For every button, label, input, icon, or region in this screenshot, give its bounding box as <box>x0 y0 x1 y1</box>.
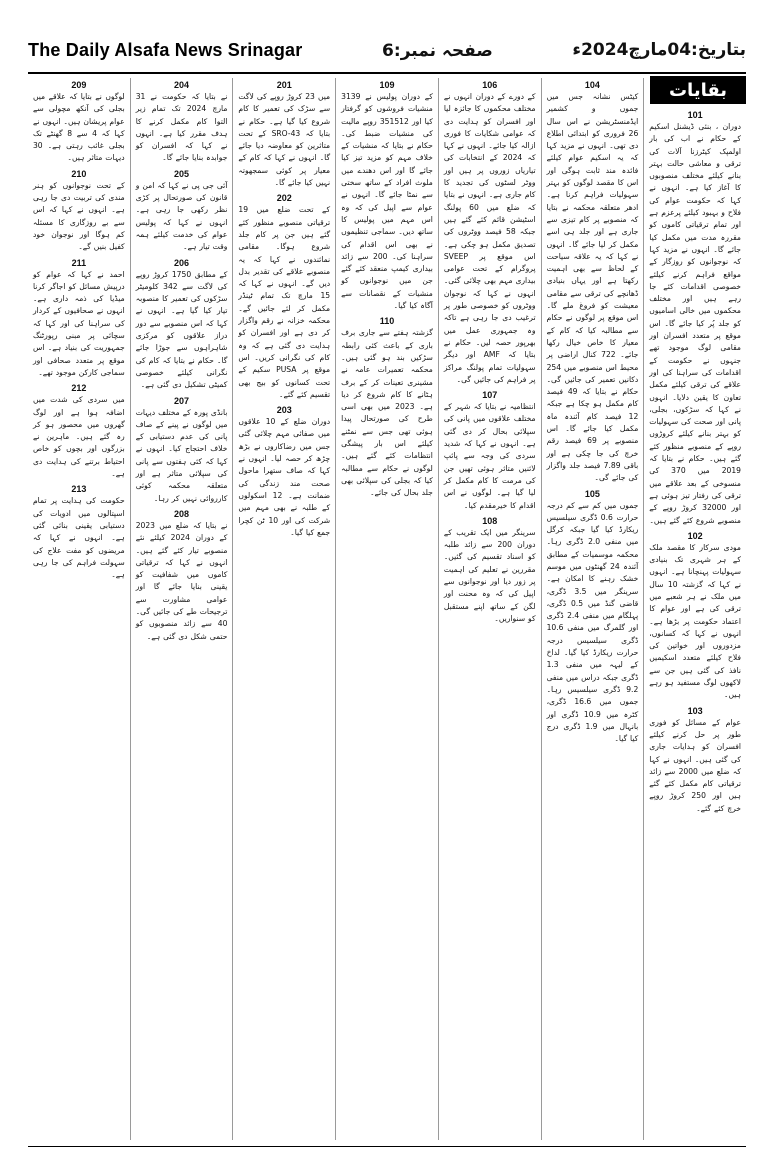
story-text: میں 23 کروڑ روپے کی لاگت سے سڑک کی تعمیر کا کام شروع کیا گیا ہے۔ حکام نے بتایا کہ SRO-43 کے تحت متاثرین کو معاوضہ دیا جائے گا۔ انہوں نے کہا کہ کام کے معیار پر کوئی سمجھوتہ نہیں کیا جائے گا۔ <box>238 92 331 188</box>
story <box>33 169 125 254</box>
story-number: 211 <box>71 257 87 268</box>
story <box>547 80 639 485</box>
story <box>444 390 536 512</box>
story-number: 202 <box>276 193 292 204</box>
story-text: نے بتایا کہ ضلع میں 2023 کے دوران 2024 کیلئے نئے منصوبے تیار کئے گئے ہیں۔ انہوں نے کہا کہ ترقیاتی کاموں میں شفافیت کو یقینی بنایا جائے گا اور عوامی مشاورت سے ترجیحات طے کی جائیں گی۔ 40 سے زائد منصوبوں کو حتمی شکل دی گئی ہے۔ <box>135 520 228 641</box>
story <box>547 489 639 746</box>
story-number: 103 <box>687 705 703 716</box>
story-number: 212 <box>71 383 87 394</box>
story <box>649 110 741 527</box>
story <box>136 396 228 505</box>
story-text: کے تحت نوجوانوں کو ہنر مندی کی تربیت دی جا رہی ہے۔ انہوں نے کہا کہ اس سے بے روزگاری کا مسئلہ کم ہوگا اور نوجوان خود کفیل بنیں گے۔ <box>32 180 125 252</box>
column-3 <box>438 78 541 1140</box>
story-number: 104 <box>584 80 600 90</box>
story-text: لوگوں نے بتایا کہ علاقے میں بجلی کی آنکھ مچولی سے عوام پریشان ہیں۔ انہوں نے کہا کہ 4 سے 8 گھنٹے تک بجلی غائب رہتی ہے۔ 30 دیہات متاثر ہیں۔ <box>32 92 125 163</box>
masthead: The Daily Alsafa News Srinagar <box>28 39 303 60</box>
story-number: 108 <box>482 515 498 526</box>
story-text: کے تحت ضلع میں 19 ترقیاتی منصوبے منظور کئے گئے ہیں جن پر کام جلد شروع ہوگا۔ مقامی نمائندوں نے کہا کہ یہ منصوبے علاقے کی تقدیر بدل دیں گے۔ انہوں نے کہا کہ 15 مارچ تک تمام ٹینڈر مکمل کر لئے جائیں گے۔ محکمہ خزانہ نے رقم واگزار کر دی ہے اور افسران کو ہدایت دی گئی ہے کہ وہ کام کی نگرانی کریں۔ اس موقع پر PUSA سکیم کے تحت کسانوں کو بیج بھی تقسیم کئے گئے۔ <box>238 205 331 399</box>
story <box>136 169 228 254</box>
story-number: 107 <box>482 390 498 401</box>
story-text: احمد نے کہا کہ عوام کو درپیش مسائل کو اجاگر کرنا میڈیا کی ذمہ داری ہے۔ انہوں نے صحافیوں کے کردار کی سراہنا کی اور کہا کہ سچائی پر مبنی رپورٹنگ جمہوریت کی بنیاد ہے۔ اس موقع پر متعدد صحافی اور سماجی کارکن موجود تھے۔ <box>32 269 125 377</box>
story-number: 208 <box>174 508 190 519</box>
story-text: گزشتہ ہفتے سے جاری برف باری کے باعث کئی رابطہ سڑکیں بند ہو گئی ہیں۔ محکمہ تعمیرات عامہ نے مشینری تعینات کر کے برف ہٹانے کا کام شروع کر دیا ہے۔ 2023 میں بھی اسی طرح کی صورتحال پیدا ہوئی تھی جس سے نمٹنے کیلئے اس بار پیشگی انتظامات کئے گئے ہیں۔ لوگوں نے حکام سے مطالبہ کیا کہ بجلی کی سپلائی بھی جلد بحال کی جائے۔ <box>341 328 433 498</box>
story-text: جموں میں کم سے کم درجہ حرارت 0.6 ڈگری سیلسیس ریکارڈ کیا گیا جبکہ کرگل میں منفی 2.0 ڈگری رہا۔ محکمہ موسمیات کے مطابق آئندہ 24 گھنٹوں میں موسم خشک رہنے کا امکان ہے۔ سرینگر میں 3.5 ڈگری، قاضی گنڈ میں 0.5 ڈگری، پہلگام میں منفی 2.4 ڈگری اور گلمرگ میں منفی 10.6 ڈگری سیلسیس درجہ حرارت ریکارڈ کیا گیا۔ لداخ کے لیہہ میں منفی 1.3 ڈگری جبکہ دراس میں منفی 9.2 ڈگری سیلسیس رہا۔ جموں میں 16.6 ڈگری، کٹرہ میں 10.9 ڈگری اور بانہال میں 1.9 ڈگری درج کیا گیا۔ <box>546 500 639 744</box>
story-number: 206 <box>174 257 190 268</box>
header-rule <box>28 72 746 74</box>
columns <box>28 78 746 1140</box>
story-number: 201 <box>276 80 292 90</box>
story-text: نے بتایا کہ حکومت نے 31 مارچ 2024 تک تمام زیر التوا کام مکمل کرنے کا ہدف مقرر کیا ہے۔ انہوں نے کہا کہ افسران کو جوابدہ بنایا جائے گا۔ <box>135 92 228 163</box>
story-number: 110 <box>379 316 395 327</box>
story-text: کے مطابق 1750 کروڑ روپے کی لاگت سے 342 کلومیٹر سڑکوں کی تعمیر کا منصوبہ تیار کیا گیا ہے۔ انہوں نے کہا کہ اس منصوبے سے دور دراز علاقوں کو مرکزی شاہراہوں سے جوڑا جائے گا۔ حکام نے بتایا کہ کام کی نگرانی کیلئے خصوصی کمیٹی تشکیل دی گئی ہے۔ <box>135 269 228 390</box>
story <box>341 80 433 312</box>
story <box>238 193 330 401</box>
story-number: 203 <box>276 405 292 416</box>
story-number: 101 <box>687 110 703 120</box>
section-banner: بقایات <box>650 76 746 104</box>
page-number: صفحہ نمبر:6 <box>382 40 493 61</box>
story <box>33 258 125 380</box>
story-number: 204 <box>174 80 190 90</box>
story-text: کے دوران پولیس نے 3139 منشیات فروشوں کو گرفتار کیا اور 351512 روپے مالیت کی منشیات ضبط کی۔ حکام نے بتایا کہ منشیات کے خلاف مہم کو مزید تیز کیا جائے گا اور اس دھندے میں ملوث افراد کے ساتھ سختی سے نمٹا جائے گا۔ انہوں نے عوام سے اپیل کی کہ وہ اس مہم میں پولیس کا ساتھ دیں۔ سماجی تنظیموں نے بھی اس اقدام کی سراہنا کی۔ 200 سے زائد بیداری کیمپ منعقد کئے گئے جن میں نوجوانوں کو منشیات کے نقصانات سے آگاہ کیا گیا۔ <box>341 92 433 311</box>
story-text: بانڈی پورہ کے مختلف دیہات میں لوگوں نے پینے کے صاف پانی کی عدم دستیابی کے خلاف احتجاج کیا۔ انہوں نے کہا کہ کئی ہفتوں سے پانی کی سپلائی متاثر ہے اور متعلقہ محکمہ کوئی کارروائی نہیں کر رہا۔ <box>135 407 228 503</box>
issue-date: بتاریخ:04مارچ2024ء <box>572 40 746 60</box>
column-2 <box>541 78 644 1140</box>
story <box>238 405 330 539</box>
story-number: 210 <box>71 168 87 179</box>
column-4 <box>335 78 438 1140</box>
story <box>444 80 536 386</box>
story-number: 213 <box>71 484 87 495</box>
column-5 <box>232 78 335 1140</box>
story-text: سرینگر میں ایک تقریب کے دوران 200 سے زائد طلبہ کو اسناد تقسیم کی گئیں۔ مقررین نے تعلیم کی اہمیت پر زور دیا اور نوجوانوں سے اپیل کی کہ وہ محنت اور لگن کے ساتھ اپنے مستقبل کو سنواریں۔ <box>443 527 536 623</box>
story-text: دوران ، بنئی ڈیشنل اسکیم کے حکام نے اب کی بار اولمپک کیٹرزنا آلات کی ترقی و معاشی حالت بہتر بنانے کیلئے مختلف منصوبوں کا آغاز کیا ہے۔ انہوں نے کہا کہ حکومت عوام کی فلاح و بہبود کیلئے پرعزم ہے اور تمام ترقیاتی کاموں کو مقررہ مدت میں مکمل کیا جائے گا۔ انہوں نے مزید کہا کہ نوجوانوں کو روزگار کے مواقع فراہم کرنے کیلئے خصوصی اقدامات کئے جا رہے ہیں اور مختلف محکموں میں خالی اسامیوں کو جلد پُر کیا جائے گا۔ اس موقع پر متعدد افسران اور مقامی لوگ موجود تھے جنہوں نے حکومت کے اقدامات کی سراہنا کی اور علاقے کی ترقی کیلئے مکمل تعاون کا یقین دلایا۔ انہوں نے کہا کہ سڑکوں، بجلی، پانی اور صحت کی سہولیات کو بہتر بنانے کیلئے کروڑوں روپے کے منصوبے منظور کئے گئے ہیں۔ حکام نے بتایا کہ 2019 میں 370 کی منسوخی کے بعد علاقے میں ترقی کی رفتار تیز ہوئی ہے اور 32000 کروڑ روپے کے منصوبے شروع کئے گئے ہیں۔ <box>649 122 742 525</box>
story-number: 102 <box>687 530 703 541</box>
story <box>33 383 125 480</box>
story-text: انتظامیہ نے بتایا کہ شہر کے مختلف علاقوں میں پانی کی سپلائی بحال کر دی گئی ہے۔ انہوں نے کہا کہ شدید سردی کی وجہ سے پائپ لائنیں متاثر ہوئی تھیں جن کی مرمت کا کام مکمل کر لیا گیا ہے۔ لوگوں نے اس اقدام کا خیرمقدم کیا۔ <box>443 402 536 510</box>
story-text: میں سردی کی شدت میں اضافہ ہوا ہے اور لوگ گھروں میں محصور ہو کر رہ گئے ہیں۔ ماہرین نے بزرگوں اور بچوں کو خاص احتیاط برتنے کی ہدایت دی ہے۔ <box>32 395 125 479</box>
footer-rule <box>28 1146 746 1147</box>
story <box>649 531 741 702</box>
story-number: 109 <box>379 80 395 90</box>
story-number: 106 <box>482 80 498 90</box>
column-6 <box>130 78 233 1140</box>
story-number: 105 <box>584 488 600 499</box>
story <box>136 258 228 392</box>
column-7 <box>28 78 130 1140</box>
story <box>136 80 228 165</box>
story <box>33 80 125 165</box>
story <box>341 316 433 499</box>
story-text: کے دورے کے دوران انہوں نے مختلف محکموں کا جائزہ لیا اور افسران کو ہدایت دی کہ عوامی شکایات کا فوری ازالہ کیا جائے۔ انہوں نے کہا کہ 2024 کے انتخابات کی تیاریاں زوروں پر ہیں اور ووٹر لسٹوں کی تجدید کا کام جاری ہے۔ انہوں نے بتایا کہ ضلع میں 60 پولنگ اسٹیشن قائم کئے گئے ہیں جبکہ 58 فیصد ووٹروں کی تصدیق مکمل ہو چکی ہے۔ اس موقع پر SVEEP پروگرام کے تحت عوامی بیداری مہم بھی چلائی گئی۔ انہوں نے کہا کہ نوجوان ووٹروں کو خصوصی طور پر ترغیب دی جا رہی ہے تاکہ وہ جمہوری عمل میں بھرپور حصہ لیں۔ حکام نے بتایا کہ AMF اور دیگر سہولیات تمام پولنگ مراکز پر فراہم کی جائیں گی۔ <box>443 92 536 384</box>
story-text: آئی جی پی نے کہا کہ امن و قانون کی صورتحال پر کڑی نظر رکھی جا رہی ہے۔ انہوں نے کہا کہ پولیس عوام کی خدمت کیلئے ہمہ وقت تیار ہے۔ <box>135 180 228 252</box>
story <box>649 706 741 815</box>
story-number: 207 <box>174 395 190 406</box>
story-text: عوام کے مسائل کو فوری طور پر حل کرنے کیلئے افسران کو ہدایات جاری کی گئی ہیں۔ انہوں نے کہا کہ ضلع میں 2000 سے زائد ترقیاتی کام مکمل کئے گئے ہیں اور 250 کروڑ روپے خرچ کئے گئے۔ <box>649 717 741 813</box>
story <box>444 516 536 625</box>
page-header <box>28 30 746 70</box>
story <box>238 80 330 189</box>
column-1 <box>643 78 746 1140</box>
story-text: دوران ضلع کے 10 علاقوں میں صفائی مہم چلائی گئی جس میں رضاکاروں نے بڑھ چڑھ کر حصہ لیا۔ انہوں نے کہا کہ صاف ستھرا ماحول صحت مند زندگی کی ضمانت ہے۔ 12 اسکولوں کے طلبہ نے بھی مہم میں شرکت کی اور 10 ٹن کچرا جمع کیا گیا۔ <box>238 417 331 537</box>
story-text: حکومت کی ہدایت پر تمام اسپتالوں میں ادویات کی دستیابی یقینی بنائی گئی ہے۔ انہوں نے کہا کہ مریضوں کو مفت علاج کی سہولت فراہم کی جا رہی ہے۔ <box>32 496 125 580</box>
story <box>33 484 125 581</box>
story-text: مودی سرکار کا مقصد ملک کے ہر شہری تک بنیادی سہولیات پہنچانا ہے۔ انہوں نے کہا کہ گزشتہ 10 سال میں ملک نے ہر شعبے میں ترقی کی ہے اور عوام کا اعتماد حکومت پر بڑھا ہے۔ انہوں نے کہا کہ کسانوں، مزدوروں اور خواتین کی فلاح کیلئے متعدد اسکیمیں نافذ کی گئی ہیں جن سے لاکھوں لوگ مستفید ہو رہے ہیں۔ <box>649 542 742 700</box>
story-number: 205 <box>174 168 190 179</box>
story <box>136 509 228 643</box>
story-text: کیٹس نشانہ جس میں جموں و کشمیر ایڈمنسٹریشن نے اس سال 26 فروری کو ابتدائی اطلاع دی تھی۔ انہوں نے مزید کہا کہ یہ اسکیم عوام کیلئے فائدہ مند ثابت ہوگی اور اس کا مقصد لوگوں کو بہتر سہولیات فراہم کرنا ہے۔ ادھر متعلقہ محکمہ نے بتایا کہ منصوبے پر کام تیزی سے جاری ہے اور جلد ہی اسے مکمل کر لیا جائے گا۔ انہوں نے کہا کہ یہ علاقہ سیاحت کے لحاظ سے بھی اہمیت رکھتا ہے اور یہاں بنیادی ڈھانچے کی ترقی سے مقامی معیشت کو فروغ ملے گا۔ اس موقع پر لوگوں نے حکام سے مطالبہ کیا کہ کام کے معیار کا خاص خیال رکھا جائے۔ 722 کنال اراضی پر محیط اس منصوبے میں 254 دکانیں تعمیر کی جائیں گی۔ حکام نے بتایا کہ 49 فیصد کام مکمل ہو چکا ہے جبکہ 12 فیصد کام آئندہ ماہ مکمل کیا جائے گا۔ اس منصوبے پر 69 فیصد رقم خرچ کی جا چکی ہے اور باقی 7.89 فیصد جلد واگزار کی جائے گی۔ <box>546 92 639 483</box>
story-number: 209 <box>71 80 87 90</box>
